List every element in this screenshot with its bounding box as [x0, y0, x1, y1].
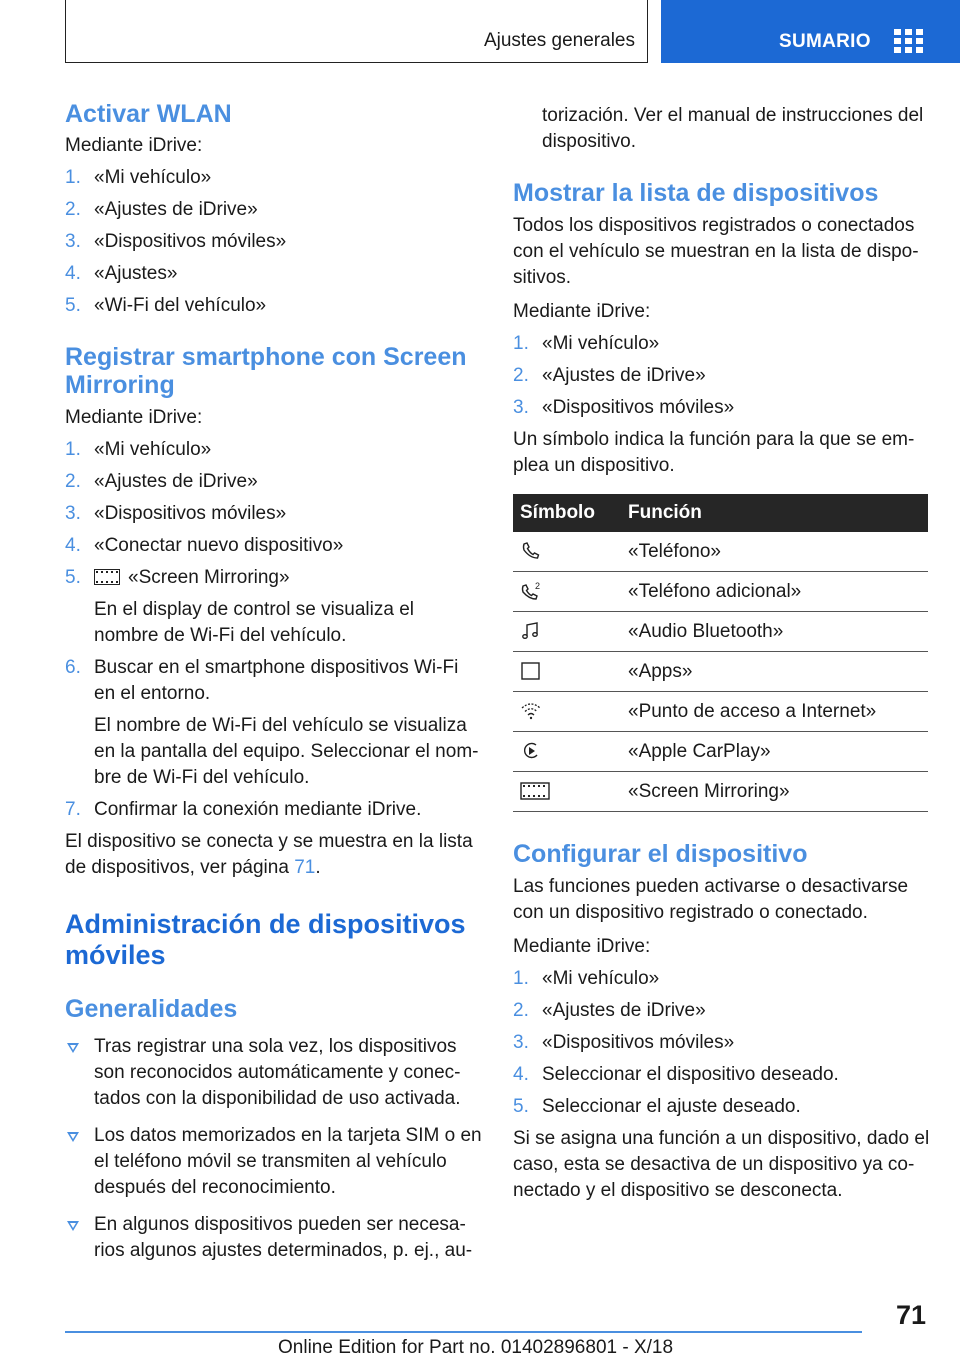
list-item: 2. «Ajustes de iDrive»: [513, 365, 706, 386]
list-intro: Todos los dispositivos registrados o conectados con el vehículo se muestran en la lista de dispo‐sitivos.: [513, 215, 919, 288]
list-item: 1. «Mi vehículo»: [65, 167, 212, 188]
section-title-box: [65, 0, 648, 63]
step-note: En el display de control se visualiza el nombre de Wi-Fi del vehículo.: [94, 599, 415, 646]
table-row: «Audio Bluetooth»: [513, 612, 928, 652]
mirror-intro: Mediante iDrive:: [65, 407, 203, 428]
table-row: «Punto de acceso a Internet»: [513, 692, 928, 732]
grid-menu-icon[interactable]: [894, 29, 924, 53]
general-bullets: [65, 1034, 483, 1264]
page-number: 71: [896, 1300, 927, 1330]
page-header: [0, 0, 960, 66]
list-item: 4. «Conectar nuevo dispositivo»: [65, 535, 344, 556]
left-column: [65, 100, 483, 1264]
phone-icon: [520, 541, 542, 561]
step-note: El nombre de Wi-Fi del vehículo se visualiza en la pantalla del equipo. Seleccionar el nom‐bre de Wi-Fi del vehículo.: [94, 715, 479, 788]
list-item: 3. «Dispositivos móviles»: [513, 397, 735, 418]
config-intro: Las funciones pueden activarse o desactivarse con un dispositivo registrado o conectado.: [513, 876, 909, 923]
list-item: 2. «Ajustes de iDrive»: [65, 471, 258, 492]
symbol-table: [513, 494, 928, 812]
section-title: Ajustes generales: [483, 30, 635, 51]
header-function: Función: [628, 494, 928, 532]
general-heading: Generalidades: [65, 995, 238, 1023]
svg-text:2: 2: [535, 581, 541, 592]
apps-square-icon: [520, 661, 542, 681]
carplay-icon: [520, 741, 542, 761]
header-symbol: Símbolo: [513, 494, 628, 532]
wlan-steps: [65, 165, 483, 319]
list-item: 2. «Ajustes de iDrive»: [513, 1000, 706, 1021]
config-steps: [513, 966, 931, 1120]
list-item: Tras registrar una sola vez, los dispositivos son reconocidos automáticamente y conec‐tados con la disponibilidad de uso activada.: [65, 1034, 483, 1112]
page-link[interactable]: 71: [294, 857, 316, 878]
list-idrive: Mediante iDrive:: [513, 301, 651, 322]
list-item: 6. Buscar en el smartphone dispositivos Wi-Fi en el entorno. El nombre de Wi-Fi del vehículo se visualiza en la pantalla del equipo. Seleccionar el nom‐bre de Wi-Fi del vehículo.: [65, 655, 483, 791]
admin-heading: Administración de dispositivos móviles: [65, 909, 466, 970]
music-note-icon: [520, 621, 542, 641]
list-item: En algunos dispositivos pueden ser necesa‐rios algunos ajustes determinados, p. ej., au‐: [65, 1212, 483, 1264]
sumario-label[interactable]: SUMARIO: [779, 31, 871, 52]
list-item: 1. «Mi vehículo»: [513, 968, 660, 989]
list-item: 1. «Mi vehículo»: [513, 333, 660, 354]
right-column: [513, 100, 931, 1204]
list-item: 5. Seleccionar el ajuste deseado.: [513, 1096, 801, 1117]
table-header-row: [513, 494, 928, 532]
wifi-hotspot-icon: [520, 701, 542, 721]
list-item: 5. «Screen Mirroring» En el display de control se visualiza el nombre de Wi-Fi del vehículo.: [65, 565, 483, 649]
sumario-button[interactable]: [661, 0, 960, 63]
continuation-text: torización. Ver el manual de instrucciones del dispositivo.: [542, 105, 924, 152]
config-heading: Configurar el dispositivo: [513, 840, 808, 868]
list-steps: [513, 331, 931, 421]
list-item: 3. «Dispositivos móviles»: [65, 231, 287, 252]
table-row: «Apps»: [513, 652, 928, 692]
wlan-heading: Activar WLAN: [65, 100, 232, 128]
footer-edition: Online Edition for Part no. 01402896801 - X/18: [278, 1337, 674, 1358]
config-idrive: Mediante iDrive:: [513, 936, 651, 957]
footer-divider: [65, 1331, 862, 1333]
list-item: Los datos memorizados en la tarjeta SIM o en el teléfono móvil se transmiten al vehículo después del reconocimiento.: [65, 1123, 483, 1201]
bullet-triangle-icon: [67, 1043, 79, 1053]
list-heading: Mostrar la lista de dispositivos: [513, 179, 879, 207]
symbol-note: Un símbolo indica la función para la que se em‐plea un dispositivo.: [513, 429, 915, 476]
bullet-triangle-icon: [67, 1132, 79, 1142]
config-note: Si se asigna una función a un dispositivo, dado el caso, esta se desactiva de un dispositivo ya co‐nectado y el dispositivo se desconecta.: [513, 1128, 930, 1201]
table-row: «Teléfono»: [513, 532, 928, 572]
mirror-heading: Registrar smartphone con Screen Mirroring: [65, 343, 467, 399]
list-item: 7. Confirmar la conexión mediante iDrive.: [65, 799, 422, 820]
list-item: 3. «Dispositivos móviles»: [65, 503, 287, 524]
bullet-triangle-icon: [67, 1221, 79, 1231]
list-item: 2. «Ajustes de iDrive»: [65, 199, 258, 220]
phone-additional-icon: [520, 581, 542, 601]
mirror-steps: [65, 437, 483, 823]
list-item: 5. «Wi-Fi del vehículo»: [65, 295, 267, 316]
list-item: 4. Seleccionar el dispositivo deseado.: [513, 1064, 839, 1085]
list-item: 3. «Dispositivos móviles»: [513, 1032, 735, 1053]
table-row: «Apple CarPlay»: [513, 732, 928, 772]
mirror-result: El dispositivo se conecta y se muestra en la lista de dispositivos, ver página 71.: [65, 831, 473, 878]
wlan-intro: Mediante iDrive:: [65, 135, 203, 156]
screen-mirroring-icon: [520, 781, 542, 801]
list-item: 1. «Mi vehículo»: [65, 439, 212, 460]
list-item: 4. «Ajustes»: [65, 263, 178, 284]
table-row: 2 «Teléfono adicional»: [513, 572, 928, 612]
screen-mirroring-icon: [94, 569, 120, 585]
table-row: «Screen Mirroring»: [513, 772, 928, 812]
